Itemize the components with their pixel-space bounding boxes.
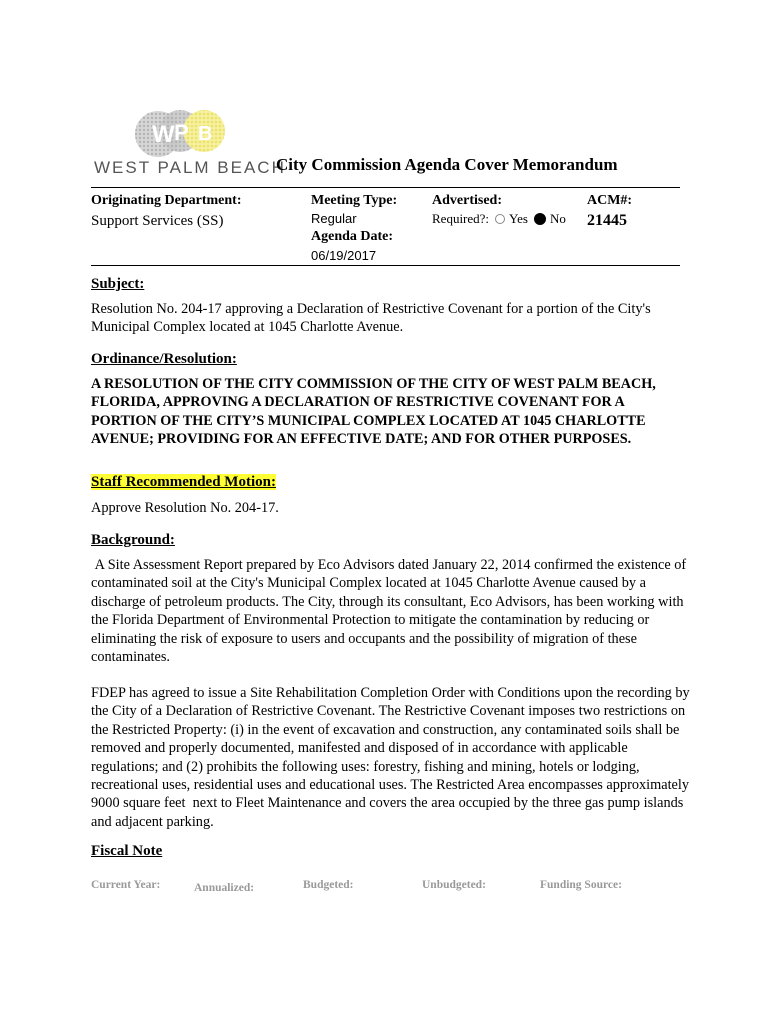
background-paragraph-1: A Site Assessment Report prepared by Eco Advisors dated January 22, 2014 confirmed the existence of contaminated soil at the City's Municipal Complex located at 1045 Charlotte Avenue caused by a discharge of petroleum products. The City, through its consultant, Eco Advisors, has been working with the Florida Department of Environmental Protection to mitigate the contamination by reducing or eliminating the risk of exposure to users and occupants and the possibility of migration of these contaminates. [91, 557, 690, 666]
agenda-date-value: 06/19/2017 [311, 248, 377, 263]
subject-heading: Subject: [91, 276, 145, 292]
page-title: City Commission Agenda Cover Memorandum [276, 155, 618, 174]
subject-text: Resolution No. 204-17 approving a Declaration of Restrictive Covenant for a portion of the City's Municipal Complex located at 1045 Charlotte Avenue. [91, 301, 651, 336]
fiscal-note-heading: Fiscal Note [91, 843, 163, 859]
header-bottom-rule [91, 265, 680, 266]
no-radio[interactable] [534, 213, 546, 225]
header-top-rule [91, 187, 680, 188]
acm-label: ACM#: [587, 193, 633, 208]
ordinance-heading: Ordinance/Resolution: [91, 351, 237, 367]
unbudgeted-label: Unbudgeted: [422, 879, 486, 891]
staff-motion-text: Approve Resolution No. 204-17. [91, 500, 279, 516]
background-paragraph-2: FDEP has agreed to issue a Site Rehabilitation Completion Order with Conditions upon the recording by the City of a Declaration of Restrictive Covenant. The Restrictive Covenant imposes two restrictions on the Restricted Property: (i) in the event of excavation and construction, any contaminated soils shall be removed and properly documented, manifested and disposed of in accordance with applicable regulations; and (2) prohibits the following uses: forestry, fishing and mining, hotels or lodging, recreational uses, residential uses and educational uses. The Restricted Area encompasses approximately 9000 square feet next to Fleet Maintenance and covers the area occupied by the three gas pump islands and adjacent parking. [91, 685, 694, 830]
current-year-label: Current Year: [91, 879, 161, 891]
budgeted-label: Budgeted: [303, 879, 354, 891]
background-heading: Background: [91, 532, 175, 548]
yes-label: Yes [509, 211, 528, 226]
svg-text:B: B [198, 123, 213, 145]
advertised-label: Advertised: [432, 193, 502, 208]
agenda-date-label: Agenda Date: [311, 229, 394, 244]
city-logo [94, 104, 286, 184]
meeting-type-label: Meeting Type: [311, 193, 398, 208]
originating-department-label: Originating Department: [91, 193, 242, 208]
originating-department-value: Support Services (SS) [91, 213, 224, 229]
required-row [432, 211, 566, 227]
no-label: No [549, 211, 566, 226]
annualized-label: Annualized: [194, 882, 255, 894]
meeting-type-value: Regular [311, 211, 357, 226]
logo-circles-icon [94, 104, 264, 160]
staff-motion-heading-text: Staff Recommended Motion: [91, 474, 276, 490]
acm-value: 21445 [587, 212, 627, 229]
funding-source-label: Funding Source: [540, 879, 622, 891]
svg-text:P: P [174, 120, 189, 145]
logo-wordmark: WEST PALM BEACH [94, 158, 286, 177]
required-label: Required?: [432, 211, 490, 226]
svg-text:W: W [152, 121, 175, 148]
staff-motion-heading [91, 474, 276, 491]
yes-radio[interactable] [495, 214, 505, 224]
ordinance-text: A RESOLUTION OF THE CITY COMMISSION OF THE CITY OF WEST PALM BEACH, FLORIDA, APPROVING A DECLARATION OF RESTRICTIVE COVENANT FOR A PORTION OF THE CITY’S MUNICIPAL COMPLEX LOCATED AT 1045 CHARLOTTE AVENUE; PROVIDING FOR AN EFFECTIVE DATE; AND FOR OTHER PURPOSES. [91, 376, 656, 448]
